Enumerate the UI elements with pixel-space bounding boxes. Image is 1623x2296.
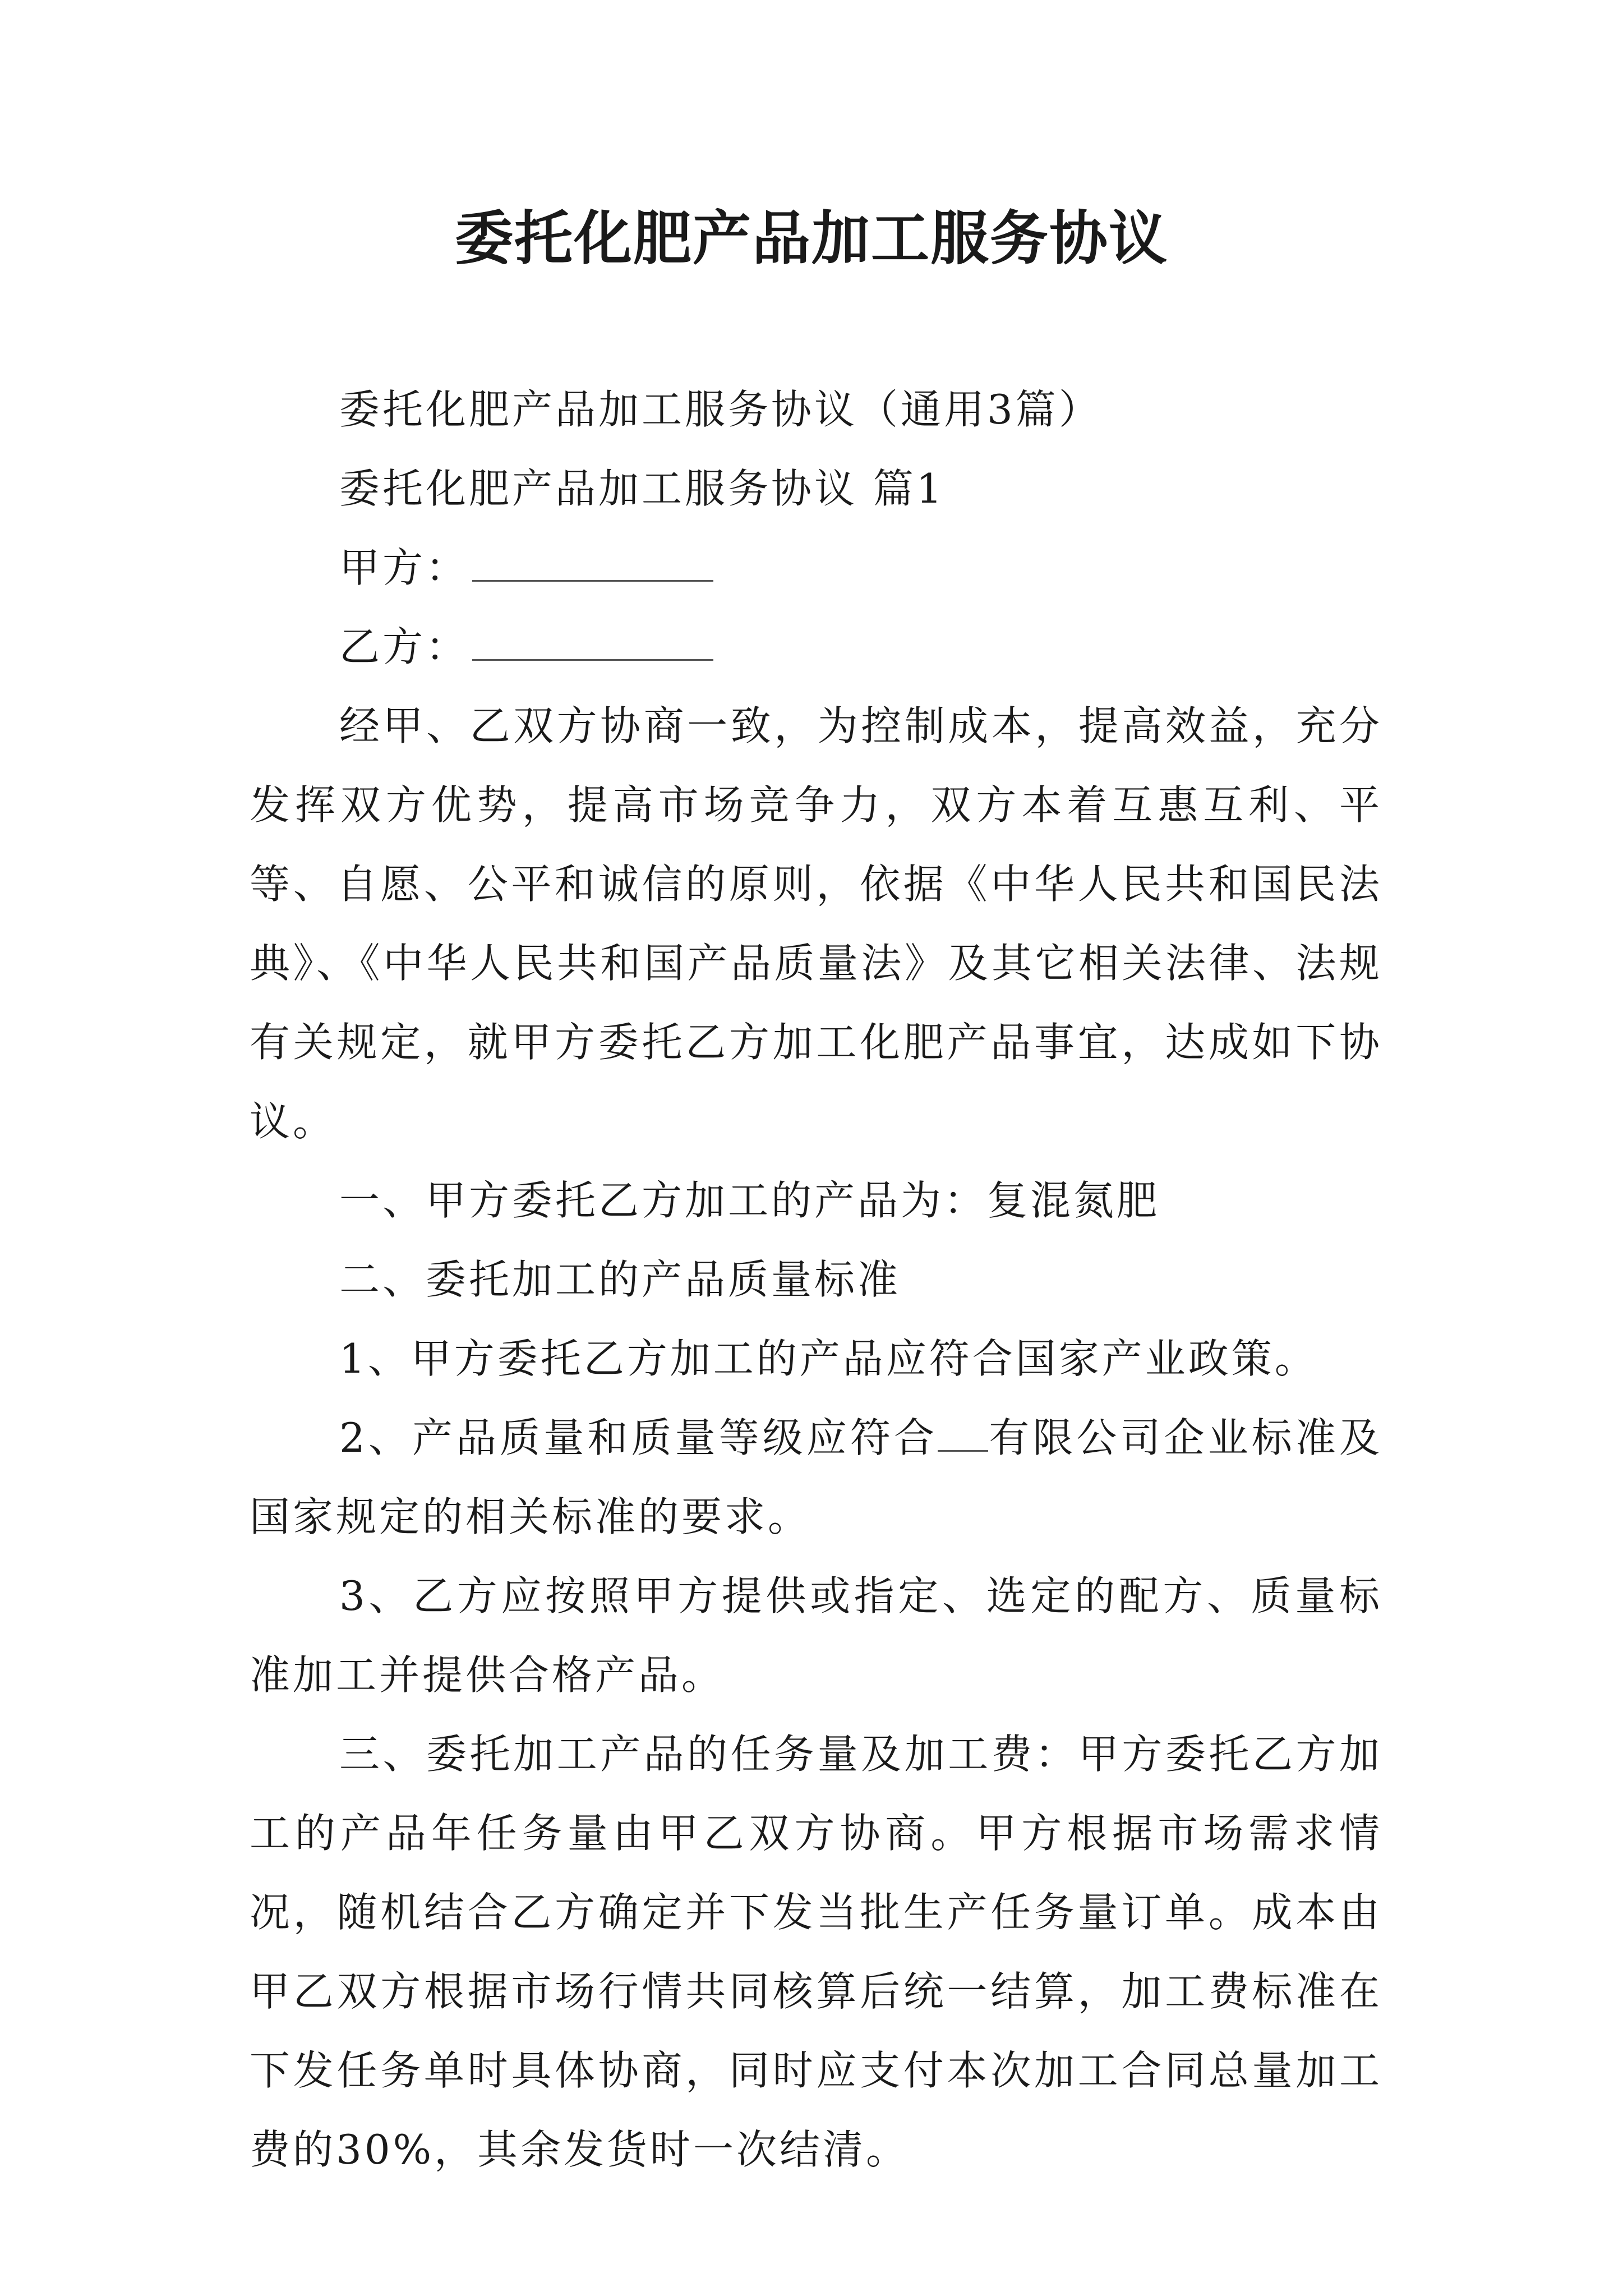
item-2 [250,1398,1382,1557]
item-2-after: 有限公司企业标准及国家规定的相关标准的要求。 [250,1414,1382,1540]
clause-2: 二、委托加工的产品质量标准 [339,1256,901,1303]
party-b-label: 乙方： [339,623,469,670]
party-b-line [250,608,1382,687]
section-heading: 委托化肥产品加工服务协议 篇1 [339,465,945,512]
party-a-line [250,528,1382,608]
item-2-before: 2、产品质量和质量等级应符合 [339,1414,938,1461]
party-a-blank [472,546,713,582]
item-3: 3、乙方应按照甲方提供或指定、选定的配方、质量标准加工并提供合格产品。 [250,1572,1382,1699]
intro-paragraph: 经甲、乙双方协商一致，为控制成本，提高效益，充分发挥双方优势，提高市场竞争力，双方本着互惠互利、平等、自愿、公平和诚信的原则，依据《中华人民共和国民法典》、《中华人民共和国产品质量法》及其它相关法律、法规有关规定，就甲方委托乙方加工化肥产品事宜，达成如下协议。 [250,702,1382,1145]
clause-3: 三、委托加工产品的任务量及加工费：甲方委托乙方加工的产品年任务量由甲乙双方协商。甲方根据市场需求情况，随机结合乙方确定并下发当批生产任务量订单。成本由甲乙双方根据市场行情共同核算后统一结算，加工费标准在下发任务单时具体协商，同时应支付本次加工合同总量加工费的30%，其余发货时一次结清。 [250,1731,1382,2173]
company-name-blank [938,1416,988,1452]
subtitle-line: 委托化肥产品加工服务协议（通用3篇） [339,386,1102,433]
clause-1: 一、甲方委托乙方加工的产品为：复混氮肥 [339,1177,1160,1224]
item-1: 1、甲方委托乙方加工的产品应符合国家产业政策。 [339,1335,1318,1382]
document-title: 委托化肥产品加工服务协议 [454,204,1168,273]
party-b-blank [472,625,713,661]
party-a-label: 甲方： [339,544,469,591]
document-body [250,370,1382,2189]
